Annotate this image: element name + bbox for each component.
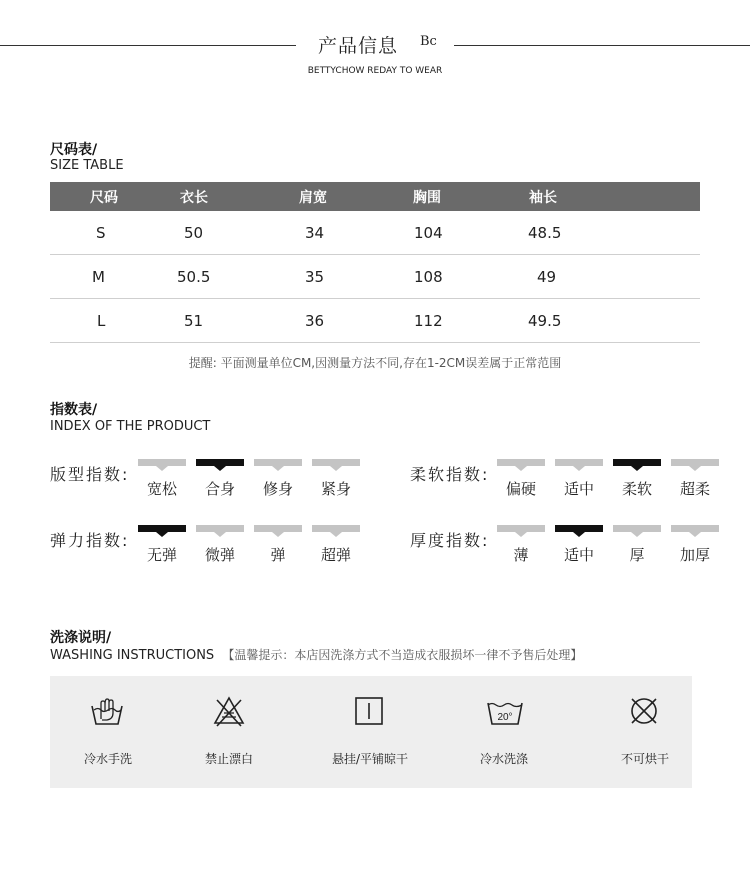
index-marker-selected xyxy=(196,459,244,466)
header-rule-left xyxy=(0,45,296,46)
index-option: 柔软 xyxy=(621,480,652,498)
index-group-label: 版型指数: xyxy=(50,465,130,484)
washing-panel xyxy=(50,676,692,788)
washing-tip: 【温馨提示：本店因洗涤方式不当造成衣服损坏一律不予售后处理】 xyxy=(222,648,583,662)
index-option: 超柔 xyxy=(679,480,710,498)
index-option: 超弹 xyxy=(320,546,351,564)
table-cell: 35 xyxy=(305,268,325,286)
table-cell: 36 xyxy=(305,312,325,330)
wash-20-label: 冷水洗涤 xyxy=(479,752,528,766)
table-row xyxy=(50,255,700,299)
index-option: 适中 xyxy=(563,480,594,498)
brand-logo-text: Bc xyxy=(420,34,437,49)
table-cell: 51 xyxy=(184,312,204,330)
no-bleach-label: 禁止漂白 xyxy=(204,752,253,766)
index-subtitle: INDEX OF THE PRODUCT xyxy=(50,419,211,434)
col-header: 胸围 xyxy=(413,190,441,206)
washing-subtitle xyxy=(50,646,582,663)
index-marker xyxy=(196,525,244,532)
index-option: 偏硬 xyxy=(505,480,536,498)
size-table-title: 尺码表/ xyxy=(50,142,98,158)
page-title: 产品信息 xyxy=(318,35,399,57)
measurement-note: 提醒: 平面测量单位CM,因测量方法不同,存在1-2CM误差属于正常范围 xyxy=(188,356,562,370)
index-marker xyxy=(138,459,186,466)
header-rule-right xyxy=(454,45,750,46)
no-tumble-dry-label: 不可烘干 xyxy=(620,752,669,766)
table-cell: 34 xyxy=(305,224,325,242)
index-option: 修身 xyxy=(262,480,293,498)
wash-temp-text: 20° xyxy=(497,712,513,723)
index-option: 合身 xyxy=(204,480,235,498)
index-option: 弹 xyxy=(270,546,286,564)
brand-logo xyxy=(420,34,440,54)
table-cell: 108 xyxy=(414,268,443,286)
table-cell: 50 xyxy=(184,224,204,242)
no-bleach-icon xyxy=(211,693,247,729)
index-marker xyxy=(497,459,545,466)
table-cell: L xyxy=(97,312,106,330)
index-marker xyxy=(312,459,360,466)
index-marker-selected xyxy=(555,525,603,532)
index-title: 指数表/ xyxy=(50,402,98,418)
index-marker-selected xyxy=(138,525,186,532)
size-table-subtitle: SIZE TABLE xyxy=(50,158,124,173)
index-option: 薄 xyxy=(513,546,529,564)
col-header: 袖长 xyxy=(529,190,557,206)
table-cell: 112 xyxy=(414,312,443,330)
index-marker-selected xyxy=(613,459,661,466)
index-option: 微弹 xyxy=(204,546,235,564)
size-table-header xyxy=(50,182,700,211)
index-group-label: 厚度指数: xyxy=(410,531,490,550)
table-row xyxy=(50,211,700,255)
index-marker xyxy=(671,525,719,532)
index-marker xyxy=(254,525,302,532)
hand-wash-icon xyxy=(89,693,125,729)
index-marker xyxy=(613,525,661,532)
index-option: 厚 xyxy=(629,546,645,564)
col-header: 衣长 xyxy=(180,190,208,206)
index-group-label: 弹力指数: xyxy=(50,531,130,550)
table-cell: 49 xyxy=(537,268,557,286)
size-table xyxy=(50,182,700,343)
index-option: 宽松 xyxy=(146,480,177,498)
hand-wash-label: 冷水手洗 xyxy=(83,752,132,766)
index-group-label: 柔软指数: xyxy=(410,465,490,484)
washing-title: 洗涤说明/ xyxy=(50,630,112,646)
washing-subtitle-en: WASHING INSTRUCTIONS xyxy=(50,648,215,663)
table-cell: 49.5 xyxy=(528,312,562,330)
table-cell: S xyxy=(96,224,106,242)
index-marker xyxy=(555,459,603,466)
col-header: 尺码 xyxy=(90,190,118,206)
index-marker xyxy=(671,459,719,466)
table-cell: 104 xyxy=(414,224,443,242)
table-cell: 50.5 xyxy=(177,268,211,286)
index-option: 紧身 xyxy=(320,480,351,498)
hang-dry-icon xyxy=(351,693,387,729)
index-option: 无弹 xyxy=(146,546,177,564)
hang-dry-label: 悬挂/平铺晾干 xyxy=(331,752,409,766)
table-cell: M xyxy=(92,268,105,286)
index-option: 加厚 xyxy=(679,546,710,564)
brand-subtitle: BETTYCHOW REDAY TO WEAR xyxy=(307,66,443,76)
index-option: 适中 xyxy=(563,546,594,564)
index-marker xyxy=(497,525,545,532)
table-row xyxy=(50,299,700,343)
wash-20-icon xyxy=(485,693,525,729)
index-marker xyxy=(312,525,360,532)
col-header: 肩宽 xyxy=(299,190,327,206)
index-marker xyxy=(254,459,302,466)
no-tumble-dry-icon xyxy=(626,693,662,729)
table-cell: 48.5 xyxy=(528,224,562,242)
